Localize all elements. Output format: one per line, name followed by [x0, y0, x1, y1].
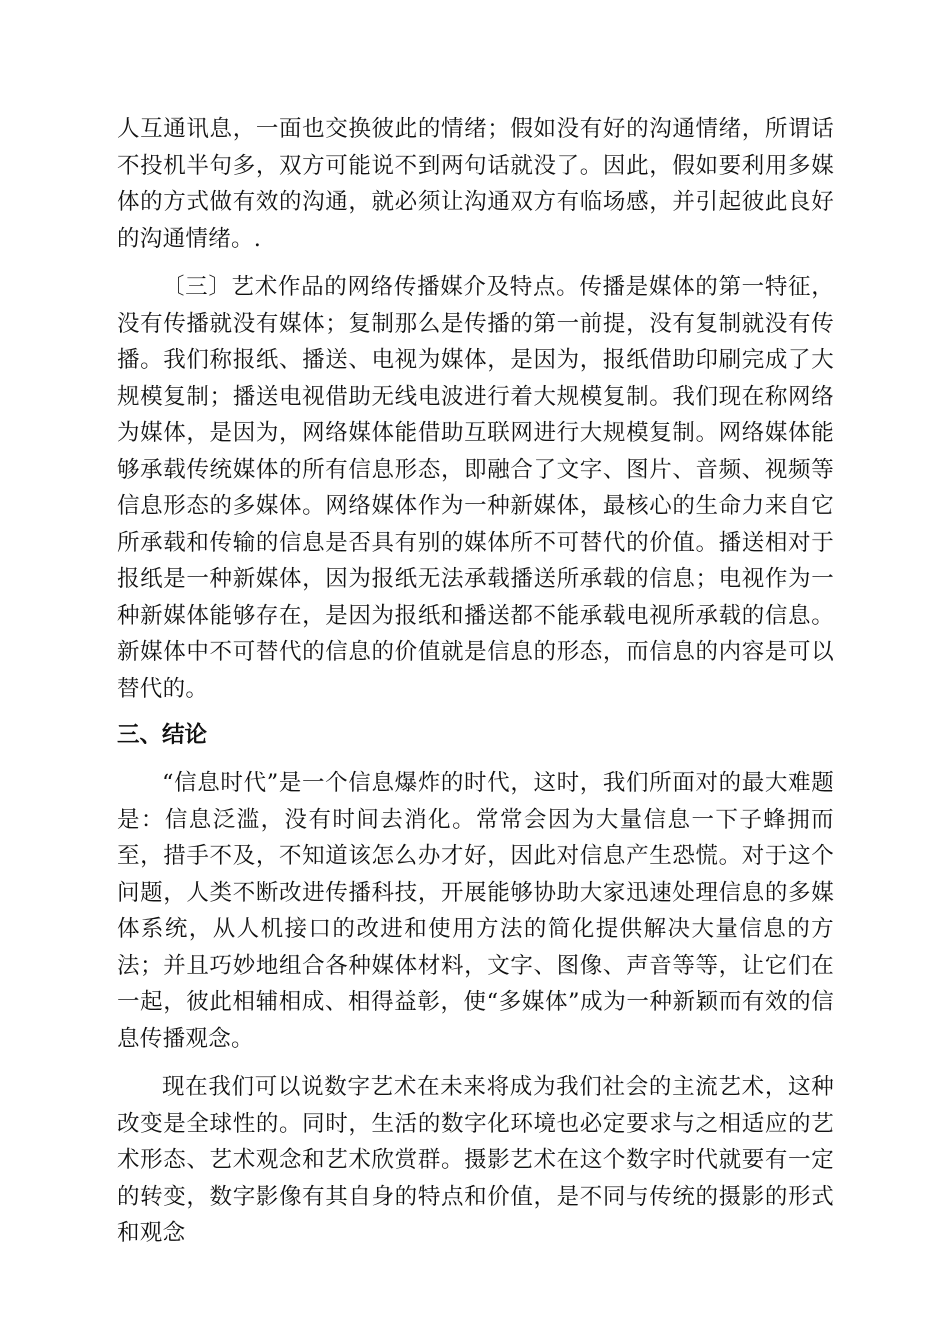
- paragraph-network-media: 〔三〕艺术作品的网络传播媒介及特点。传播是媒体的第一特征，没有传播就没有媒体；复制那么是传播的第一前提，没有复制就没有传播。我们称报纸、播送、电视为媒体，是因为，报纸借助印刷完成了大规模复制；播送电视借助无线电波进行着大规模复制。我们现在称网络为媒体，是因为，网络媒体能借助互联网进行大规模复制。网络媒体能够承载传统媒体的所有信息形态，即融合了文字、图片、音频、视频等信息形态的多媒体。网络媒体作为一种新媒体，最核心的生命力来自它所承载和传输的信息是否具有别的媒体所不可替代的价值。播送相对于报纸是一种新媒体，因为报纸无法承载播送所承载的信息；电视作为一种新媒体能够存在，是因为报纸和播送都不能承载电视所承载的信息。新媒体中不可替代的信息的价值就是信息的形态，而信息的内容是可以替代的。: [117, 274, 834, 702]
- paragraph-information-age: “信息时代”是一个信息爆炸的时代，这时，我们所面对的最大难题是：信息泛滥，没有时间去消化。常常会因为大量信息一下子蜂拥而至，措手不及，不知道该怎么办才好，因此对信息产生恐慌。对于这个问题，人类不断改进传播科技，开展能够协助大家迅速处理信息的多媒体系统，从人机接口的改进和使用方法的简化提供解决大量信息的方法；并且巧妙地组合各种媒体材料，文字、图像、声音等等，让它们在一起，彼此相辅相成、相得益彰，使“多媒体”成为一种新颖而有效的信息传播观念。: [117, 770, 834, 1052]
- document-page: [117, 111, 834, 1252]
- paragraph-continued: 人互通讯息，一面也交换彼此的情绪；假如没有好的沟通情绪，所谓话不投机半句多，双方可能说不到两句话就没了。因此，假如要利用多媒体的方式做有效的沟通，就必须让沟通双方有临场感，并引起彼此良好的沟通情绪。.: [117, 116, 834, 252]
- section-heading-conclusion: 三、结论: [117, 722, 208, 748]
- paragraph-digital-art: 现在我们可以说数字艺术在未来将成为我们社会的主流艺术，这种改变是全球性的。同时，生活的数字化环境也必定要求与之相适应的艺术形态、艺术观念和艺术欣赏群。摄影艺术在这个数字时代就要有一定的转变，数字影像有其自身的特点和价值，是不同与传统的摄影的形式和观念: [117, 1074, 834, 1246]
